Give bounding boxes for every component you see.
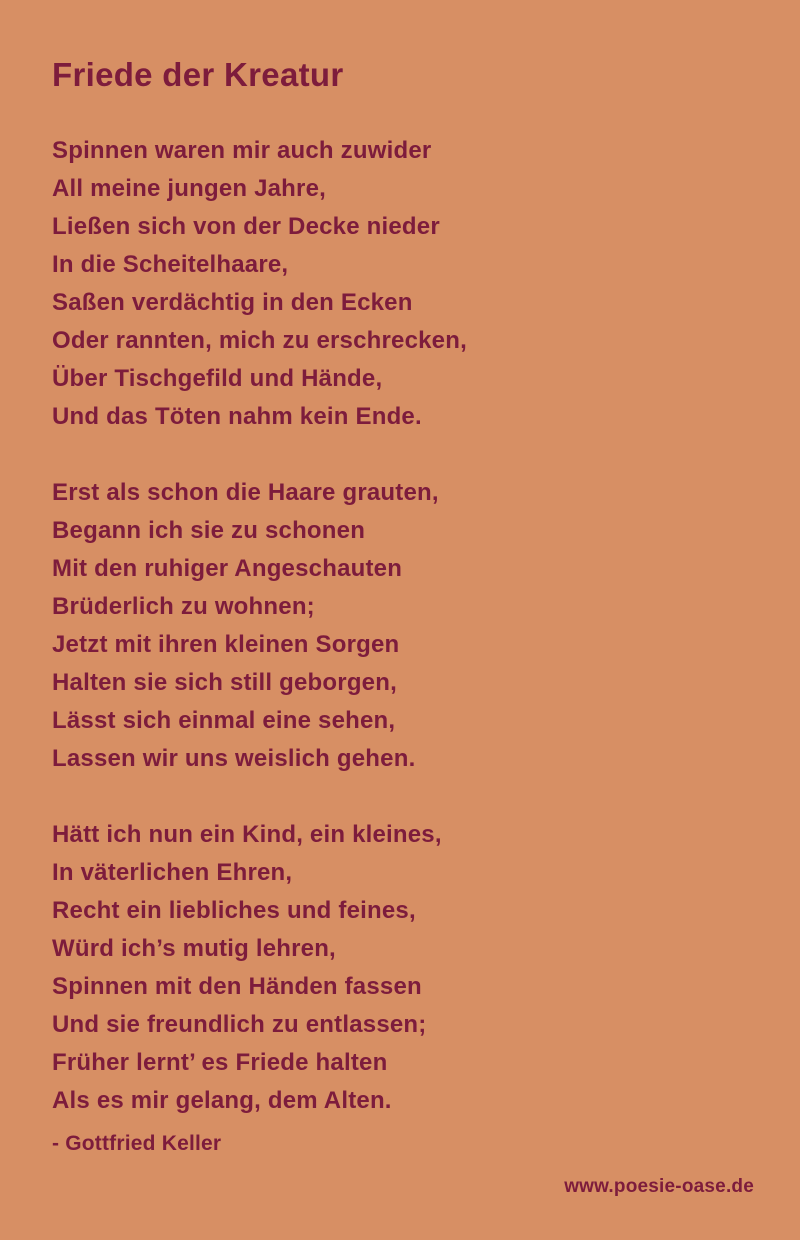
site-watermark: www.poesie-oase.de <box>564 1176 754 1197</box>
page-title: Friede der Kreatur <box>52 56 344 93</box>
poem-line: Lassen wir uns weislich gehen. <box>52 745 416 772</box>
poem-stanza-2 <box>52 474 754 778</box>
poem-line: In väterlichen Ehren, <box>52 859 293 886</box>
poem-stanza-1 <box>52 132 754 436</box>
poem-line: Oder rannten, mich zu erschrecken, <box>52 327 467 354</box>
poem-attribution: - Gottfried Keller <box>52 1132 222 1155</box>
poem-line: Würd ich’s mutig lehren, <box>52 935 336 962</box>
poem-stanza-3 <box>52 816 754 1120</box>
poem-line: Hätt ich nun ein Kind, ein kleines, <box>52 821 442 848</box>
poem-line: Früher lernt’ es Friede halten <box>52 1049 388 1076</box>
poem-line: Brüderlich zu wohnen; <box>52 593 315 620</box>
poem-line: Halten sie sich still geborgen, <box>52 669 397 696</box>
poem-line: Saßen verdächtig in den Ecken <box>52 289 413 316</box>
poem-line: Begann ich sie zu schonen <box>52 517 366 544</box>
poem-line: Über Tischgefild und Hände, <box>52 365 383 392</box>
poem-line: Erst als schon die Haare grauten, <box>52 479 439 506</box>
poem-line: Spinnen waren mir auch zuwider <box>52 137 432 164</box>
poem-line: Und sie freundlich zu entlassen; <box>52 1011 427 1038</box>
poem-line: Ließen sich von der Decke nieder <box>52 213 440 240</box>
poem-line: Als es mir gelang, dem Alten. <box>52 1087 392 1114</box>
poem-line: Mit den ruhiger Angeschauten <box>52 555 403 582</box>
poem-line: Und das Töten nahm kein Ende. <box>52 403 422 430</box>
poem-line: Spinnen mit den Händen fassen <box>52 973 422 1000</box>
poem-line: All meine jungen Jahre, <box>52 175 327 202</box>
poem-line: In die Scheitelhaare, <box>52 251 289 278</box>
poem-line: Recht ein liebliches und feines, <box>52 897 416 924</box>
poem-line: Lässt sich einmal eine sehen, <box>52 707 396 734</box>
poem-line: Jetzt mit ihren kleinen Sorgen <box>52 631 400 658</box>
